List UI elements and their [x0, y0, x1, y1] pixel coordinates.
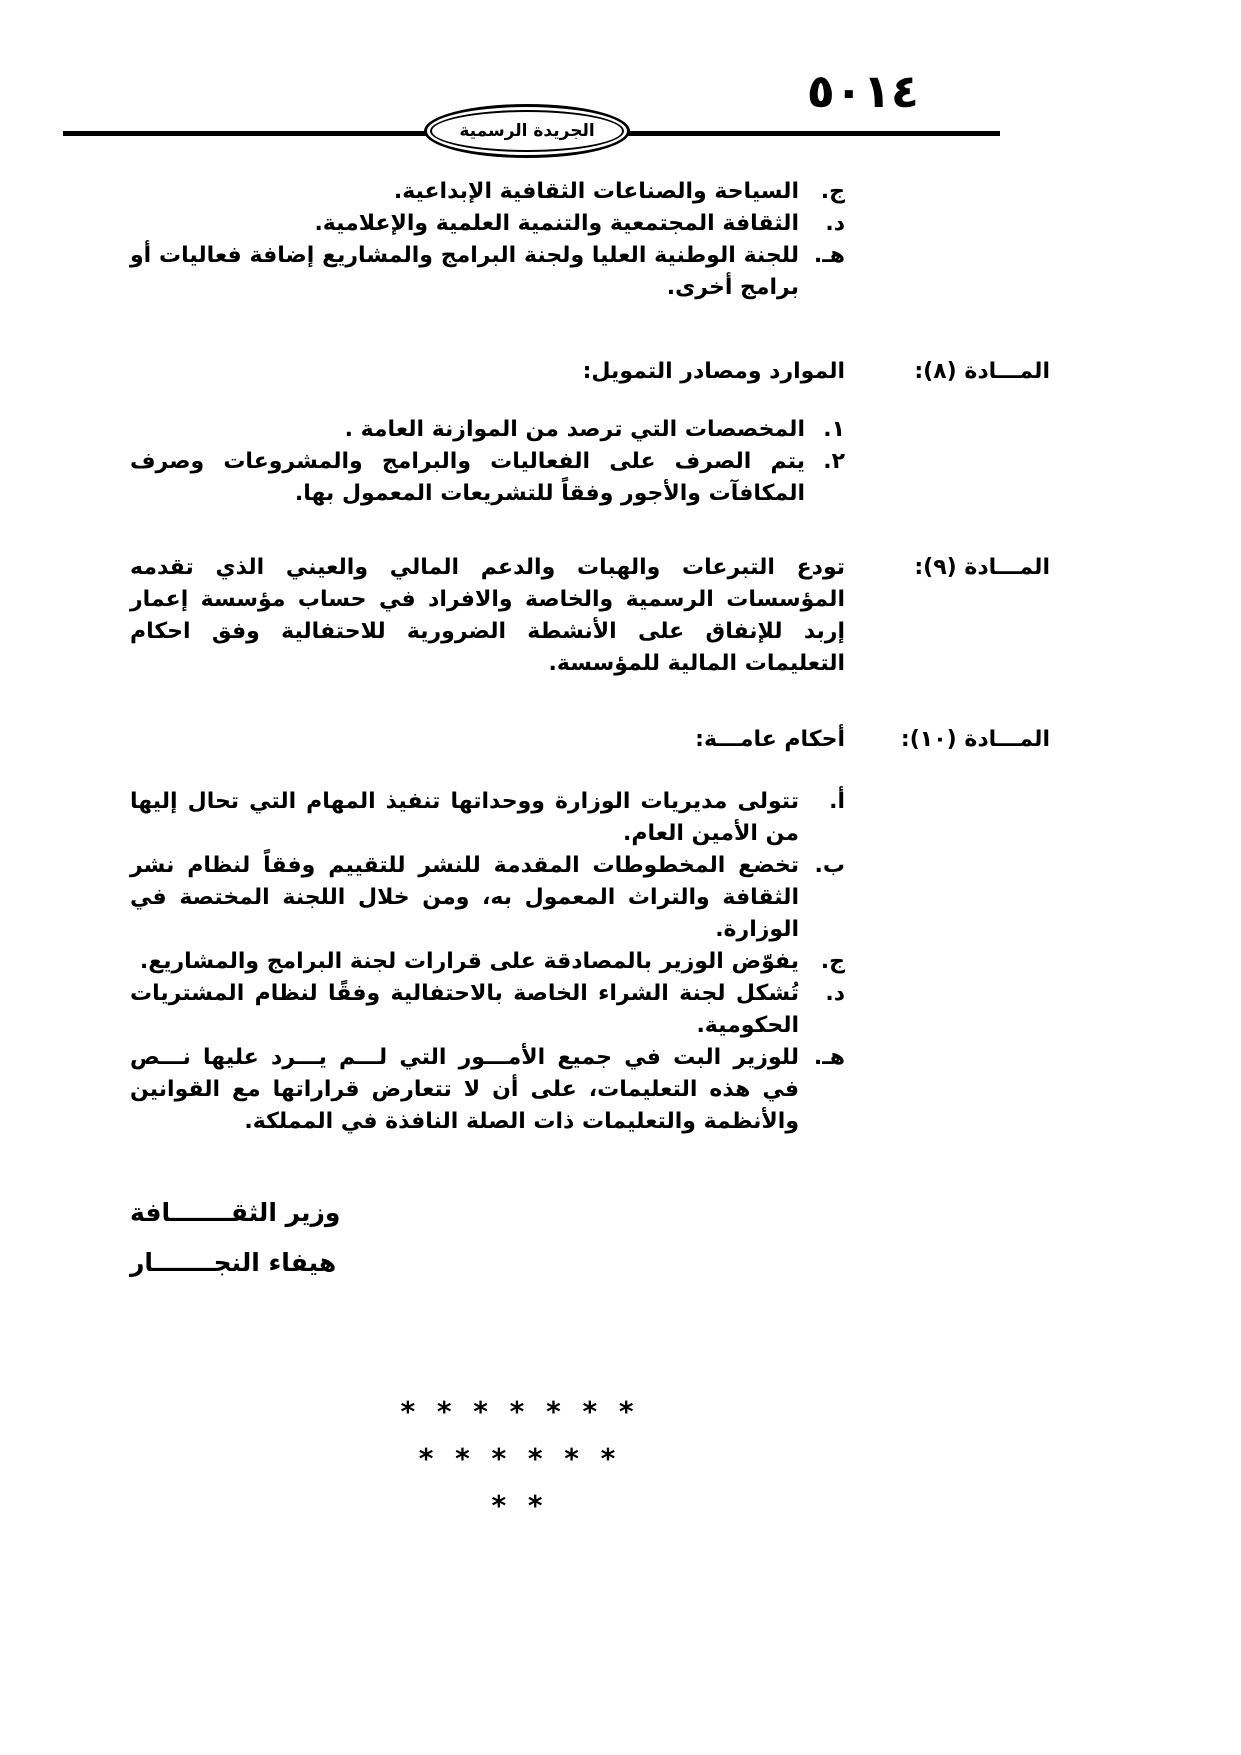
list-item-text: تتولى مديريات الوزارة ووحداتها تنفيذ المهام التي تحال إليها من الأمين العام.	[130, 789, 799, 846]
list-item-text: للجنة الوطنية العليا ولجنة البرامج والمشاريع إضافة فعاليات أو برامج أخرى.	[130, 243, 799, 300]
list-item-marker: ج.	[820, 949, 845, 974]
list-item-text: يتم الصرف على الفعاليات والبرامج والمشروعات وصرف المكافآت والأجور وفقاً للتشريعات المعمول بها.	[130, 449, 805, 506]
article-title: المـــادة (١٠):	[900, 727, 1050, 752]
page-content	[130, 176, 1050, 1529]
article-8-heading	[130, 356, 1050, 388]
article-subject: أحكام عامـــة:	[695, 727, 845, 752]
article-10-heading	[130, 724, 1050, 756]
marks-row: * * * * * *	[418, 1442, 622, 1475]
list-item-marker: ب.	[814, 853, 845, 878]
list-item-marker: ١.	[823, 417, 845, 442]
list-item	[130, 240, 845, 304]
article-9-body: تودع التبرعات والهبات والدعم المالي والعيني الذي تقدمه المؤسسات الرسمية والخاصة والافراد في حساب مؤسسة إعمار إربد للإنفاق على الأنشطة الضرورية للاحتفالية وفق احكام التعليمات المالية للمؤسسة.	[130, 555, 845, 676]
page-number: ٥٠١٤	[806, 64, 919, 118]
article-subject: الموارد ومصادر التمويل:	[582, 359, 845, 384]
article-10-list	[130, 786, 845, 1138]
signature-block	[130, 1188, 1050, 1288]
list-item	[130, 850, 845, 946]
list-item	[130, 446, 845, 510]
list-item	[130, 946, 845, 978]
article-title: المـــادة (٨):	[914, 359, 1050, 384]
list-item-text: السياحة والصناعات الثقافية الإبداعية.	[393, 179, 799, 204]
list-item-text: تُشكل لجنة الشراء الخاصة بالاحتفالية وفقًا لنظام المشتريات الحكومية.	[130, 981, 799, 1038]
list-item-marker: هـ.	[813, 243, 845, 268]
list-item-marker: أ.	[829, 789, 845, 814]
minister-title: وزير الثقـــــــافة	[130, 1198, 341, 1227]
list-item-marker: د.	[825, 211, 845, 236]
list-item-marker: ج.	[820, 179, 845, 204]
list-item	[130, 786, 845, 850]
gazette-title: الجريدة الرسمية	[459, 121, 595, 141]
article-title: المـــادة (٩):	[914, 555, 1050, 580]
article-9	[130, 552, 1050, 680]
list-item-marker: ٢.	[823, 449, 845, 474]
minister-name: هيفاء النجـــــــار	[130, 1248, 337, 1277]
list-item-marker: د.	[825, 981, 845, 1006]
continued-list	[130, 176, 845, 304]
list-item	[130, 414, 845, 446]
footer-marks	[130, 1388, 910, 1529]
list-item-text: تخضع المخطوطات المقدمة للنشر للتقييم وفقاً لنظام نشر الثقافة والتراث المعمول به، ومن خلال اللجنة المختصة في الوزارة.	[130, 853, 799, 942]
article-8-list	[130, 414, 845, 510]
list-item-text: الثقافة المجتمعية والتنمية العلمية والإعلامية.	[314, 211, 799, 236]
gazette-seal	[424, 104, 630, 158]
list-item	[130, 1042, 845, 1138]
marks-row: * * * * * * *	[400, 1395, 640, 1428]
marks-row: * *	[491, 1489, 549, 1522]
list-item	[130, 176, 845, 208]
list-item-marker: هـ.	[813, 1045, 845, 1070]
list-item-text: المخصصات التي ترصد من الموازنة العامة .	[344, 417, 805, 442]
list-item-text: يفوّض الوزير بالمصادقة على قرارات لجنة البرامج والمشاريع.	[139, 949, 799, 974]
list-item	[130, 978, 845, 1042]
list-item	[130, 208, 845, 240]
list-item-text: للوزير البت في جميع الأمـــور التي لـــم يـــرد عليها نـــص في هذه التعليمات، على أن لا تتعارض قراراتها مع القوانين والأنظمة والتعليمات ذات الصلة النافذة في المملكة.	[130, 1045, 799, 1134]
